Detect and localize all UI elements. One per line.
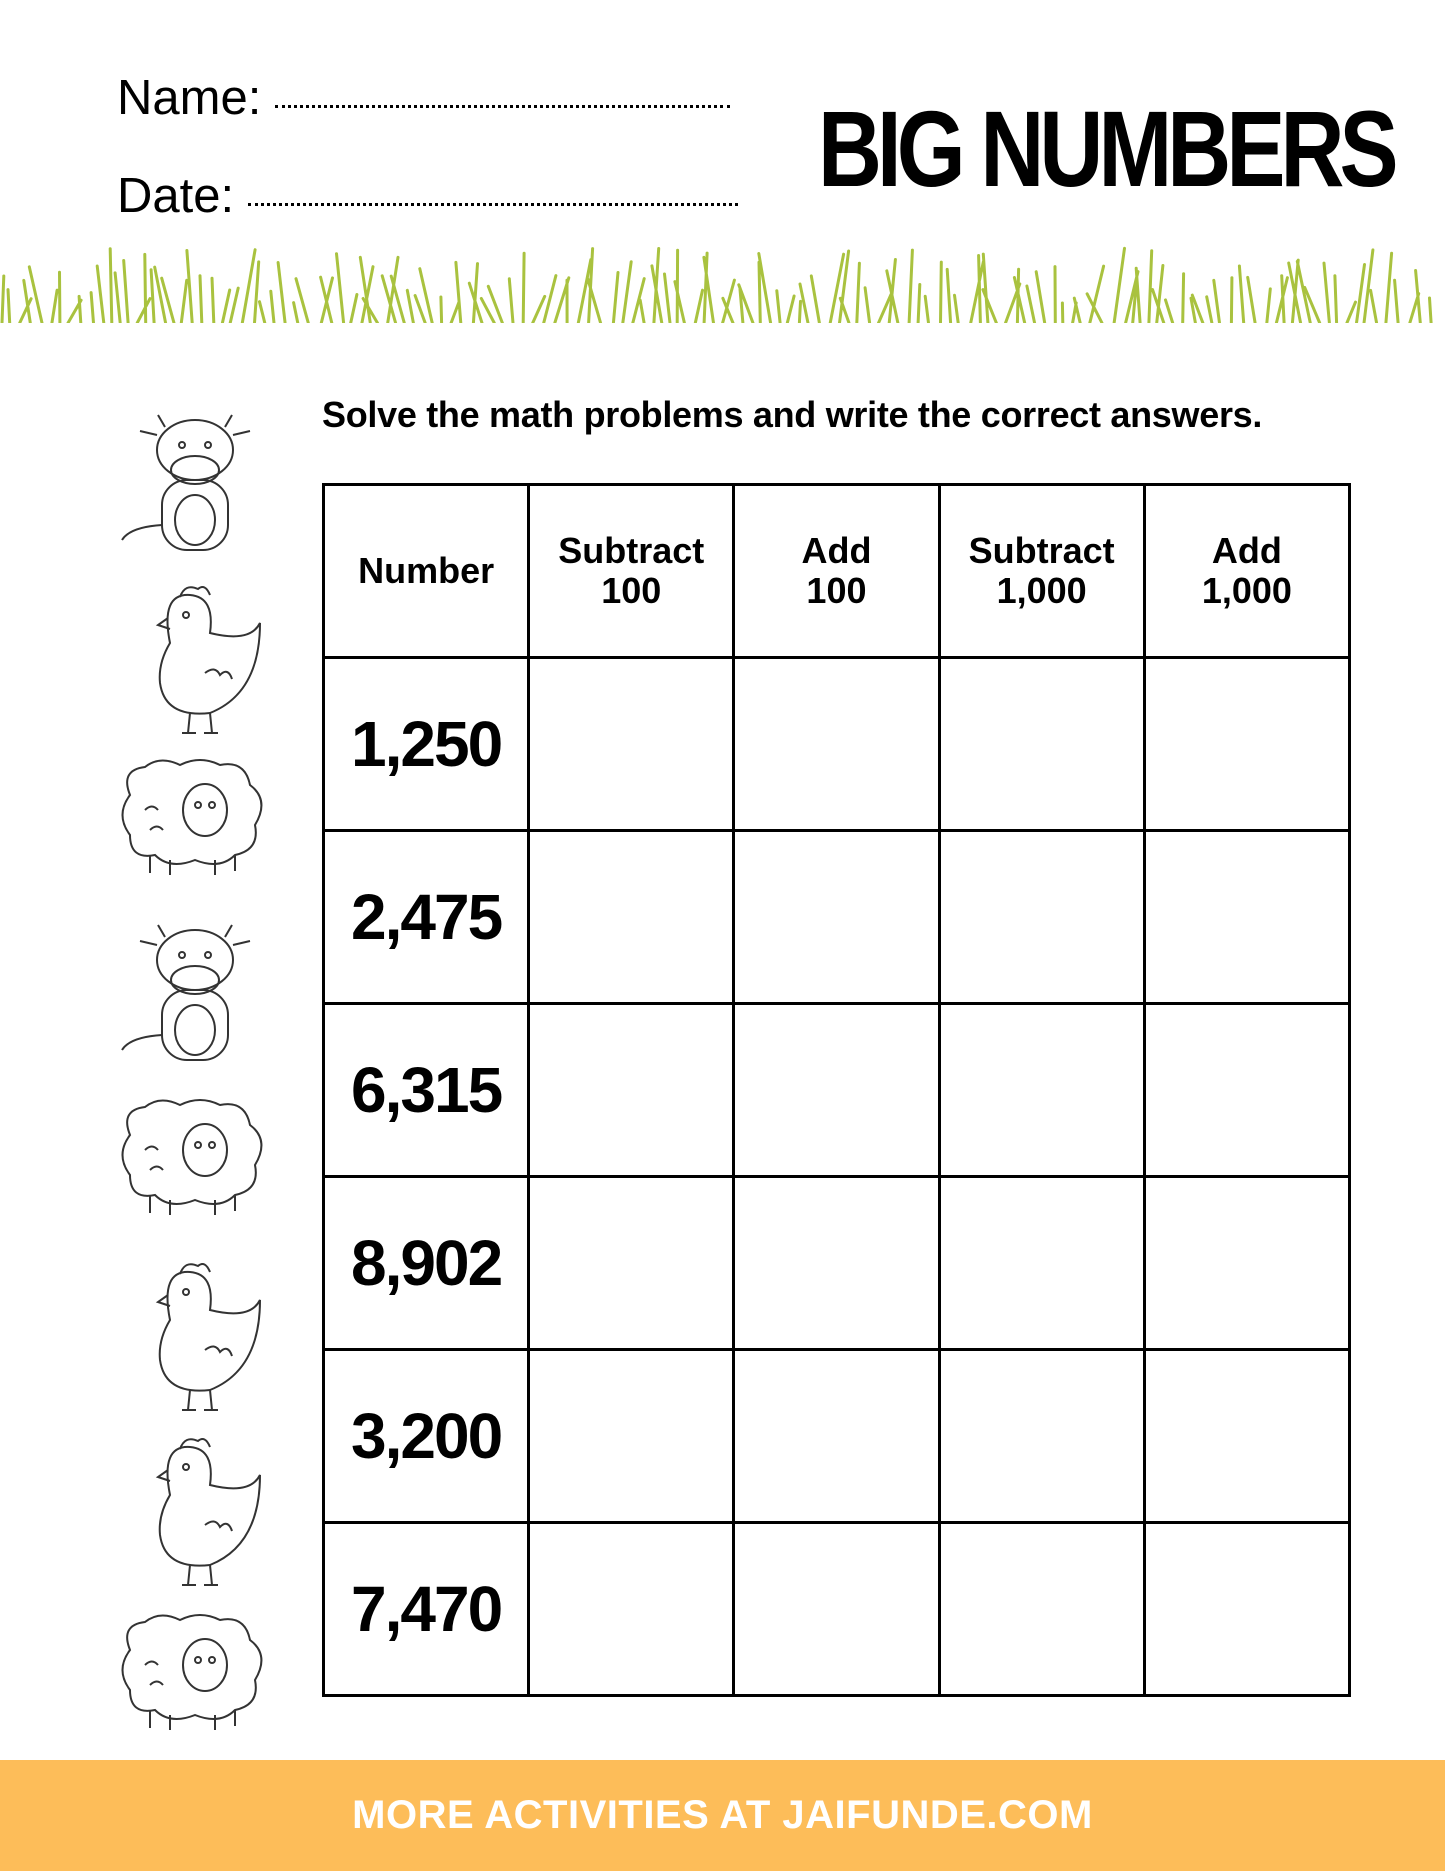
answer-cell[interactable] [1144,1177,1349,1350]
number-cell [324,1004,529,1177]
column-header-line1: Subtract [968,530,1115,572]
number-value: 2,475 [351,881,502,953]
cow-icon [122,925,250,1060]
footer-text[interactable]: MORE ACTIVITIES AT JAIFUNDE.COM [352,1793,1093,1837]
chicken-icon [158,1439,260,1585]
grass-blades [2,248,1431,323]
answer-cell[interactable] [939,1177,1144,1350]
date-line[interactable] [248,203,738,206]
sheep-icon [123,1100,262,1215]
footer-banner [0,1760,1445,1871]
answer-cell[interactable] [529,658,734,831]
column-header-line1: Add [801,530,872,572]
number-cell [324,831,529,1004]
number-value: 3,200 [351,1400,502,1472]
number-cell [324,658,529,831]
answer-cell[interactable] [734,1350,939,1523]
number-cell [324,1350,529,1523]
column-header [529,485,734,658]
name-field[interactable] [117,70,730,126]
name-line[interactable] [275,105,730,108]
instruction-text: Solve the math problems and write the correct answers. [322,394,1263,435]
column-header [734,485,939,658]
grass-border [0,228,1445,323]
answer-cell[interactable] [1144,831,1349,1004]
column-header-line1: Number [358,550,495,592]
answer-cell[interactable] [1144,1523,1349,1696]
answer-cell[interactable] [529,831,734,1004]
answer-cell[interactable] [939,658,1144,831]
date-label: Date: [117,169,235,223]
column-header-line2: 100 [601,570,662,611]
answer-cell[interactable] [939,831,1144,1004]
page-title: BIG NUMBERS [818,88,1394,209]
number-cell [324,1523,529,1696]
answer-cell[interactable] [529,1177,734,1350]
answer-cell[interactable] [734,1523,939,1696]
chicken-icon [158,1264,260,1410]
column-header-line2: 1,000 [996,570,1087,611]
answer-cell[interactable] [1144,1350,1349,1523]
answer-cell[interactable] [734,1177,939,1350]
column-header-line1: Subtract [558,530,705,572]
answer-cell[interactable] [939,1523,1144,1696]
number-cell [324,1177,529,1350]
answer-cell[interactable] [1144,1004,1349,1177]
table-row [324,1523,1350,1696]
column-header [324,485,529,658]
answer-cell[interactable] [734,831,939,1004]
math-table [322,483,1351,1697]
animal-decorations [110,405,280,1735]
column-header [939,485,1144,658]
answer-cell[interactable] [529,1350,734,1523]
number-value: 7,470 [351,1573,502,1645]
chicken-icon [158,587,260,733]
number-value: 6,315 [351,1054,502,1126]
answer-cell[interactable] [734,658,939,831]
answer-cell[interactable] [529,1523,734,1696]
answer-cell[interactable] [939,1350,1144,1523]
number-value: 8,902 [351,1227,502,1299]
sheep-icon [123,760,262,875]
sheep-icon [123,1615,262,1730]
answer-cell[interactable] [939,1004,1144,1177]
table-row [324,831,1350,1004]
number-value: 1,250 [351,708,502,780]
column-header-line2: 1,000 [1201,570,1292,611]
date-field[interactable] [117,168,738,224]
column-header-line2: 100 [806,570,867,611]
column-header [1144,485,1349,658]
table-row [324,1004,1350,1177]
table-header-row [324,485,1350,658]
table-row [324,1350,1350,1523]
name-label: Name: [117,71,262,125]
cow-icon [122,415,250,550]
table-row [324,1177,1350,1350]
column-header-line1: Add [1211,530,1282,572]
answer-cell[interactable] [734,1004,939,1177]
answer-cell[interactable] [1144,658,1349,831]
table-row [324,658,1350,831]
answer-cell[interactable] [529,1004,734,1177]
